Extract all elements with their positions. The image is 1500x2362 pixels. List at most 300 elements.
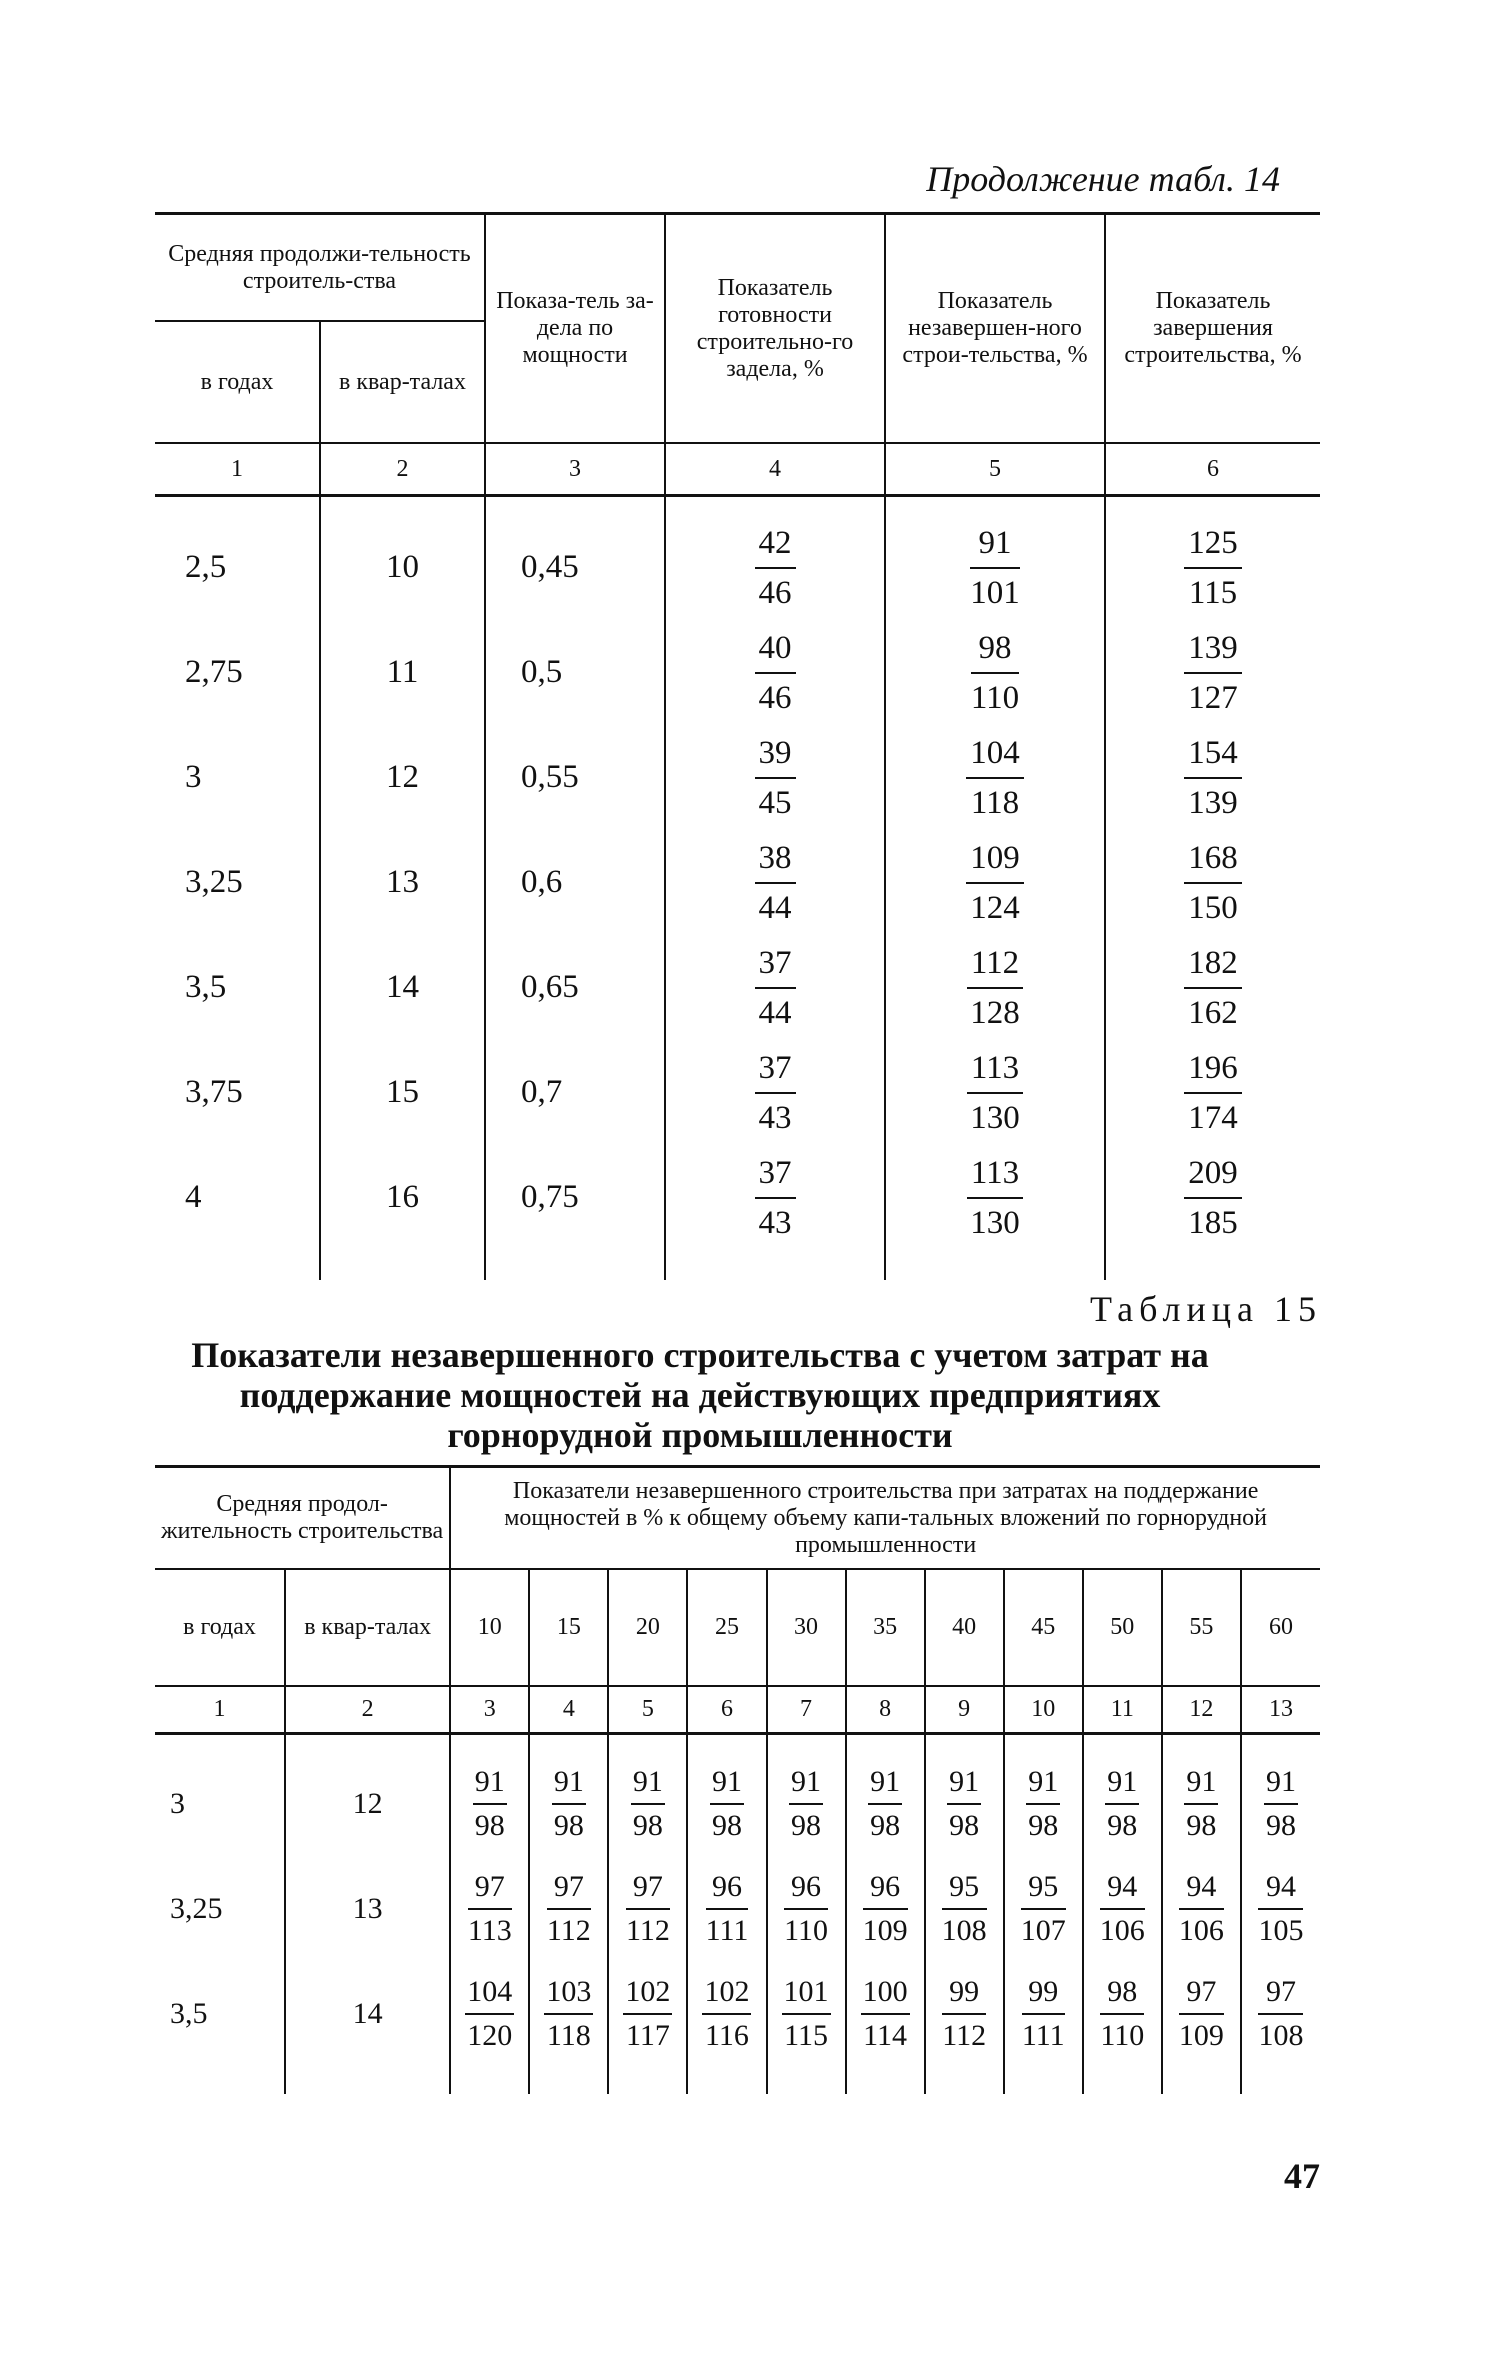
fraction: [863, 1870, 908, 1948]
fraction-numerator: 91: [1264, 1765, 1298, 1805]
fraction-numerator: 40: [755, 630, 796, 674]
fraction: [473, 1765, 507, 1843]
fraction-denominator: 98: [1107, 1808, 1138, 1842]
col-number: 4: [529, 1686, 608, 1734]
cell-quarters: 10: [320, 496, 485, 621]
fraction-denominator: 124: [970, 889, 1020, 926]
cell-completion: [1105, 620, 1320, 725]
cell-indicator: [1162, 1856, 1241, 1961]
fraction: [861, 1975, 910, 2053]
header-percent: 25: [687, 1569, 766, 1686]
fraction: [966, 735, 1024, 821]
fraction-denominator: 46: [758, 574, 792, 611]
fraction-numerator: 168: [1184, 840, 1242, 884]
fraction-denominator: 116: [705, 2018, 749, 2052]
fraction-denominator: 98: [949, 1808, 980, 1842]
fraction-denominator: 110: [970, 679, 1020, 716]
cell-indicator: [1241, 1961, 1320, 2094]
table-row: [155, 830, 1320, 935]
fraction-denominator: 108: [1258, 2018, 1304, 2052]
fraction: [755, 945, 796, 1031]
fraction: [782, 1975, 831, 2053]
fraction: [547, 1870, 591, 1948]
fraction-numerator: 96: [863, 1870, 908, 1910]
fraction-denominator: 110: [784, 1913, 828, 1947]
header-percent: 10: [450, 1569, 529, 1686]
table-row: [155, 620, 1320, 725]
fraction: [623, 1975, 672, 2053]
fraction: [789, 1765, 823, 1843]
table-row: [155, 1734, 1320, 1857]
fraction-denominator: 44: [758, 889, 792, 926]
header-percent: 20: [608, 1569, 687, 1686]
fraction: [1184, 1050, 1242, 1136]
fraction-numerator: 98: [1100, 1975, 1144, 2015]
fraction-denominator: 113: [467, 1913, 512, 1947]
fraction-numerator: 96: [706, 1870, 749, 1910]
fraction-denominator: 43: [758, 1099, 792, 1136]
cell-indicator: [1241, 1734, 1320, 1857]
cell-unfinished: [885, 1145, 1105, 1280]
fraction-numerator: 42: [755, 525, 796, 569]
cell-backlog: 0,55: [485, 725, 665, 830]
fraction: [971, 630, 1019, 716]
table-row: [155, 1145, 1320, 1280]
cell-readiness: [665, 725, 885, 830]
fraction: [465, 1975, 514, 2053]
cell-years: 3: [170, 1787, 185, 1820]
fraction-numerator: 109: [966, 840, 1024, 884]
fraction: [1184, 735, 1242, 821]
fraction-numerator: 37: [755, 945, 796, 989]
fraction-denominator: 114: [863, 2018, 908, 2052]
fraction-denominator: 112: [546, 1913, 591, 1947]
cell-indicator: [608, 1961, 687, 2094]
table-row: [155, 496, 1320, 621]
fraction-denominator: 109: [1178, 2018, 1224, 2052]
fraction: [942, 1870, 987, 1948]
fraction: [1100, 1975, 1144, 2053]
header-percent: 55: [1162, 1569, 1241, 1686]
fraction: [755, 525, 796, 611]
fraction: [544, 1975, 593, 2053]
fraction-numerator: 104: [966, 735, 1024, 779]
fraction: [942, 1975, 986, 2053]
cell-readiness: [665, 1040, 885, 1145]
fraction-numerator: 91: [1184, 1765, 1218, 1805]
fraction-denominator: 118: [546, 2018, 591, 2052]
fraction-denominator: 111: [1021, 2018, 1065, 2052]
fraction: [1264, 1765, 1298, 1843]
fraction-numerator: 95: [942, 1870, 987, 1910]
fraction-numerator: 91: [947, 1765, 981, 1805]
cell-unfinished: [885, 935, 1105, 1040]
header-percent: 45: [1004, 1569, 1083, 1686]
fraction-denominator: 43: [758, 1204, 792, 1241]
table-row: [155, 1040, 1320, 1145]
fraction: [1179, 1975, 1224, 2053]
fraction-denominator: 45: [758, 784, 792, 821]
fraction: [1022, 1975, 1065, 2053]
fraction-denominator: 98: [1265, 1808, 1296, 1842]
cell-completion: [1105, 496, 1320, 621]
fraction-numerator: 99: [942, 1975, 986, 2015]
header-backlog-capacity: Показа-тель за-дела по мощности: [485, 214, 665, 444]
col-number: 12: [1162, 1686, 1241, 1734]
cell-indicator: [846, 1856, 925, 1961]
fraction-numerator: 182: [1184, 945, 1242, 989]
cell-backlog: 0,75: [485, 1145, 665, 1280]
fraction: [1026, 1765, 1060, 1843]
cell-unfinished: [885, 496, 1105, 621]
fraction-denominator: 117: [625, 2018, 670, 2052]
table-row: [155, 935, 1320, 1040]
cell-completion: [1105, 935, 1320, 1040]
cell-years: 2,75: [185, 654, 243, 690]
cell-readiness: [665, 620, 885, 725]
fraction-denominator: 130: [970, 1099, 1020, 1136]
fraction-numerator: 94: [1258, 1870, 1303, 1910]
fraction-denominator: 120: [467, 2018, 513, 2052]
fraction-numerator: 96: [784, 1870, 828, 1910]
fraction: [868, 1765, 902, 1843]
fraction-numerator: 139: [1184, 630, 1242, 674]
header-years: в годах: [183, 1614, 256, 1640]
fraction: [755, 1050, 796, 1136]
fraction-numerator: 37: [755, 1050, 796, 1094]
cell-indicator: [450, 1734, 529, 1857]
cell-indicator: [1004, 1961, 1083, 2094]
col-number: 8: [846, 1686, 925, 1734]
col-number: 1: [155, 443, 320, 496]
fraction-denominator: 110: [1100, 2018, 1145, 2052]
fraction-numerator: 97: [626, 1870, 670, 1910]
cell-quarters: 12: [320, 725, 485, 830]
fraction-numerator: 91: [473, 1765, 507, 1805]
cell-readiness: [665, 935, 885, 1040]
cell-indicator: [1241, 1856, 1320, 1961]
header-completion: Показатель завершения строительства, %: [1105, 214, 1320, 444]
header-indicator: Показатели незавершенного строительства при затратах на поддержание мощностей в % к общему объему капи-тальных вложений по горнорудной промышленности: [450, 1467, 1320, 1570]
fraction-numerator: 39: [755, 735, 796, 779]
header-quarters: в квар-талах: [285, 1569, 450, 1686]
fraction: [552, 1765, 586, 1843]
fraction-numerator: 113: [967, 1155, 1023, 1199]
fraction-numerator: 99: [1022, 1975, 1065, 2015]
cell-indicator: [529, 1856, 608, 1961]
col-number: 5: [608, 1686, 687, 1734]
cell-indicator: [1004, 1856, 1083, 1961]
col-number: 13: [1241, 1686, 1320, 1734]
header-readiness: Показатель готовности строительно-го задела, %: [665, 214, 885, 444]
fraction-denominator: 150: [1188, 889, 1238, 926]
table-row: [155, 1856, 1320, 1961]
fraction-denominator: 105: [1258, 1913, 1304, 1947]
page-number: 47: [1284, 2156, 1320, 2196]
header-percent: 50: [1083, 1569, 1162, 1686]
fraction: [1184, 840, 1242, 926]
cell-indicator: [1083, 1734, 1162, 1857]
fraction-denominator: 98: [711, 1808, 742, 1842]
col-number: 1: [155, 1686, 285, 1734]
fraction-denominator: 106: [1099, 1913, 1145, 1947]
fraction: [755, 840, 796, 926]
fraction-denominator: 112: [942, 2018, 987, 2052]
cell-unfinished: [885, 725, 1105, 830]
cell-indicator: [1162, 1961, 1241, 2094]
cell-indicator: [529, 1734, 608, 1857]
fraction-numerator: 38: [755, 840, 796, 884]
table-14: [155, 212, 1320, 1280]
fraction-numerator: 97: [1258, 1975, 1303, 2015]
fraction-denominator: 44: [758, 994, 792, 1031]
fraction-denominator: 108: [941, 1913, 987, 1947]
fraction-denominator: 111: [705, 1913, 749, 1947]
fraction-denominator: 174: [1188, 1099, 1238, 1136]
cell-unfinished: [885, 830, 1105, 935]
fraction: [1184, 945, 1242, 1031]
fraction: [1258, 1870, 1303, 1948]
cell-indicator: [687, 1856, 766, 1961]
cell-readiness: [665, 496, 885, 621]
fraction-denominator: 115: [784, 2018, 828, 2052]
fraction-numerator: 104: [465, 1975, 514, 2015]
cell-indicator: [846, 1734, 925, 1857]
cell-completion: [1105, 1040, 1320, 1145]
header-duration: Средняя продолжи-тельность строитель-ства: [155, 214, 485, 322]
cell-completion: [1105, 830, 1320, 935]
cell-indicator: [767, 1856, 846, 1961]
header-unfinished: Показатель незавершен-ного строи-тельства, %: [885, 214, 1105, 444]
cell-quarters: 16: [320, 1145, 485, 1280]
fraction-numerator: 196: [1184, 1050, 1242, 1094]
col-number: 3: [485, 443, 665, 496]
cell-backlog: 0,6: [485, 830, 665, 935]
header-years: в годах: [200, 368, 274, 395]
cell-years: 4: [185, 1179, 202, 1215]
cell-quarters: 13: [285, 1856, 450, 1961]
col-number: 6: [687, 1686, 766, 1734]
cell-indicator: [1162, 1734, 1241, 1857]
cell-indicator: [1083, 1856, 1162, 1961]
fraction-numerator: 97: [547, 1870, 591, 1910]
cell-readiness: [665, 1145, 885, 1280]
cell-years: 3,5: [185, 969, 227, 1005]
header-percent: 15: [529, 1569, 608, 1686]
cell-backlog: 0,5: [485, 620, 665, 725]
cell-years: 3,5: [170, 1997, 208, 2030]
cell-indicator: [767, 1734, 846, 1857]
col-number: 3: [450, 1686, 529, 1734]
table-15-title: Показатели незавершенного строительства с учетом затрат на поддержание мощностей на действующих предприятиях горнорудной промышленности: [191, 1335, 1209, 1455]
fraction-denominator: 98: [632, 1808, 663, 1842]
header-percent: 40: [925, 1569, 1004, 1686]
cell-quarters: 15: [320, 1040, 485, 1145]
cell-indicator: [925, 1734, 1004, 1857]
cell-years: 3,25: [170, 1892, 223, 1925]
cell-unfinished: [885, 1040, 1105, 1145]
fraction-numerator: 91: [710, 1765, 744, 1805]
cell-indicator: [767, 1961, 846, 2094]
cell-indicator: [608, 1856, 687, 1961]
fraction-numerator: 91: [631, 1765, 665, 1805]
header-duration: Средняя продол-жительность строительства: [155, 1467, 450, 1570]
table-row: [155, 1961, 1320, 2094]
fraction-numerator: 91: [1026, 1765, 1060, 1805]
cell-indicator: [925, 1856, 1004, 1961]
fraction: [967, 1050, 1023, 1136]
header-quarters: в квар-талах: [320, 321, 485, 443]
fraction: [967, 1155, 1023, 1241]
col-number: 9: [925, 1686, 1004, 1734]
fraction-numerator: 91: [868, 1765, 902, 1805]
fraction: [706, 1870, 749, 1948]
col-number: 6: [1105, 443, 1320, 496]
fraction-denominator: 118: [970, 784, 1020, 821]
fraction-denominator: 112: [625, 1913, 670, 1947]
table-15-label: Таблица 15: [1090, 1289, 1322, 1329]
fraction-denominator: 98: [474, 1808, 505, 1842]
cell-quarters: 14: [285, 1961, 450, 2094]
fraction-numerator: 97: [468, 1870, 512, 1910]
fraction: [1100, 1870, 1145, 1948]
cell-backlog: 0,45: [485, 496, 665, 621]
fraction-numerator: 100: [861, 1975, 910, 2015]
fraction-denominator: 98: [1028, 1808, 1059, 1842]
fraction-denominator: 162: [1188, 994, 1238, 1031]
fraction-numerator: 91: [789, 1765, 823, 1805]
cell-indicator: [1004, 1734, 1083, 1857]
fraction-denominator: 128: [970, 994, 1020, 1031]
fraction-denominator: 107: [1020, 1913, 1066, 1947]
fraction: [631, 1765, 665, 1843]
cell-indicator: [1083, 1961, 1162, 2094]
fraction-numerator: 154: [1184, 735, 1242, 779]
cell-indicator: [925, 1961, 1004, 2094]
col-number: 7: [767, 1686, 846, 1734]
cell-quarters: 14: [320, 935, 485, 1040]
fraction-numerator: 98: [971, 630, 1019, 674]
cell-years: 2,5: [185, 549, 227, 585]
fraction-numerator: 97: [1179, 1975, 1224, 2015]
fraction: [1184, 525, 1242, 611]
col-number: 2: [285, 1686, 450, 1734]
fraction-denominator: 115: [1188, 574, 1238, 611]
fraction-numerator: 103: [544, 1975, 593, 2015]
cell-indicator: [687, 1961, 766, 2094]
fraction-numerator: 91: [970, 525, 1020, 569]
fraction-denominator: 127: [1188, 679, 1238, 716]
cell-indicator: [529, 1961, 608, 2094]
fraction: [947, 1765, 981, 1843]
cell-years: 3: [185, 759, 202, 795]
fraction-denominator: 106: [1178, 1913, 1224, 1947]
cell-indicator: [450, 1961, 529, 2094]
col-number: 10: [1004, 1686, 1083, 1734]
fraction-numerator: 102: [702, 1975, 751, 2015]
cell-quarters: 11: [320, 620, 485, 725]
cell-quarters: 12: [285, 1734, 450, 1857]
fraction-denominator: 98: [1186, 1808, 1217, 1842]
fraction: [1258, 1975, 1303, 2053]
fraction: [702, 1975, 751, 2053]
cell-quarters: 13: [320, 830, 485, 935]
fraction-numerator: 102: [623, 1975, 672, 2015]
fraction: [967, 945, 1023, 1031]
fraction: [468, 1870, 512, 1948]
fraction-numerator: 94: [1100, 1870, 1145, 1910]
col-number: 5: [885, 443, 1105, 496]
fraction-numerator: 95: [1021, 1870, 1066, 1910]
fraction-denominator: 101: [970, 574, 1020, 611]
fraction-numerator: 37: [755, 1155, 796, 1199]
cell-completion: [1105, 725, 1320, 830]
fraction: [755, 735, 796, 821]
cell-readiness: [665, 830, 885, 935]
cell-indicator: [846, 1961, 925, 2094]
col-number: 11: [1083, 1686, 1162, 1734]
fraction-denominator: 46: [758, 679, 792, 716]
cell-backlog: 0,65: [485, 935, 665, 1040]
cell-completion: [1105, 1145, 1320, 1280]
col-number: 4: [665, 443, 885, 496]
fraction: [755, 1155, 796, 1241]
fraction-denominator: 98: [870, 1808, 901, 1842]
cell-indicator: [608, 1734, 687, 1857]
fraction-denominator: 98: [553, 1808, 584, 1842]
fraction-denominator: 185: [1188, 1204, 1238, 1241]
cell-years: 3,25: [185, 864, 243, 900]
fraction: [1105, 1765, 1139, 1843]
fraction-denominator: 130: [970, 1204, 1020, 1241]
cell-backlog: 0,7: [485, 1040, 665, 1145]
fraction: [966, 840, 1024, 926]
cell-years: 3,75: [185, 1074, 243, 1110]
cell-indicator: [687, 1734, 766, 1857]
fraction: [1021, 1870, 1066, 1948]
cell-indicator: [450, 1856, 529, 1961]
table-row: [155, 725, 1320, 830]
fraction: [1184, 1155, 1242, 1241]
col-number: 2: [320, 443, 485, 496]
cell-unfinished: [885, 620, 1105, 725]
fraction: [1184, 630, 1242, 716]
fraction-numerator: 101: [782, 1975, 831, 2015]
fraction-denominator: 109: [862, 1913, 908, 1947]
fraction-numerator: 91: [552, 1765, 586, 1805]
fraction-numerator: 91: [1105, 1765, 1139, 1805]
header-percent: 35: [846, 1569, 925, 1686]
fraction: [755, 630, 796, 716]
fraction: [710, 1765, 744, 1843]
header-percent: 60: [1241, 1569, 1320, 1686]
fraction-numerator: 125: [1184, 525, 1242, 569]
table-15: [155, 1465, 1320, 2094]
header-percent: 30: [767, 1569, 846, 1686]
fraction-denominator: 139: [1188, 784, 1238, 821]
fraction-denominator: 98: [791, 1808, 822, 1842]
fraction-numerator: 94: [1179, 1870, 1224, 1910]
fraction-numerator: 113: [967, 1050, 1023, 1094]
fraction-numerator: 112: [967, 945, 1023, 989]
fraction: [1179, 1870, 1224, 1948]
continuation-label: Продолжение табл. 14: [926, 159, 1280, 199]
fraction: [1184, 1765, 1218, 1843]
fraction: [784, 1870, 828, 1948]
fraction-numerator: 209: [1184, 1155, 1242, 1199]
fraction: [626, 1870, 670, 1948]
fraction: [970, 525, 1020, 611]
